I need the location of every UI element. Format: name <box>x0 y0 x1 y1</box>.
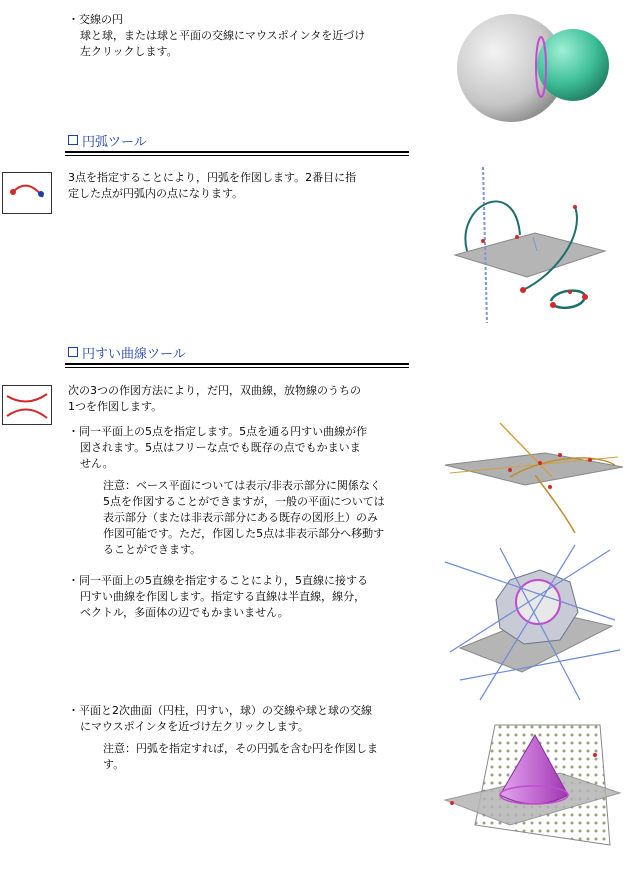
conic-icon-graphic <box>3 386 51 424</box>
method1-note4: 作図可能です。ただ，作図した5点は非表示部分へ移動す <box>103 527 385 540</box>
conic-heading-rule <box>65 363 409 365</box>
bullet: ・ <box>68 704 79 717</box>
conic-tool-heading <box>68 343 186 362</box>
conic-heading-rule-thin <box>65 367 409 368</box>
cone-plane-intersection-figure <box>440 715 625 865</box>
heading-square-icon <box>68 135 78 145</box>
method3-note2: す。 <box>103 758 125 771</box>
sphere-intersection-figure <box>455 5 620 135</box>
method2-line3: ベクトル，多面体の辺でもかまいません。 <box>80 606 289 619</box>
conic-method3-note <box>103 741 378 773</box>
conic-intro-line1: 次の3つの作図方法により，だ円，双曲線，放物線のうちの <box>68 384 361 397</box>
arc-figure <box>445 165 620 325</box>
method2-line2: 円すい曲線を作図します。指定する直線は半直線，線分， <box>80 590 366 603</box>
method3-line1: 平面と2次曲面（円柱，円すい，球）の交線や球と球の交線 <box>79 704 372 717</box>
conic-tool-icon[interactable] <box>2 385 52 425</box>
method1-note2: 5点を作図することができますが，一般の平面については <box>103 495 385 508</box>
conic-tool-intro <box>68 383 361 415</box>
method1-note3: 表示部分（または非表示部分にある既存の図形上）のみ <box>103 511 378 524</box>
intersection-circle-title: 交線の円 <box>79 13 123 26</box>
five-point-conic-figure <box>440 415 625 535</box>
method3-note1: 注意：円弧を指定すれば，その円弧を含む円を作図しま <box>103 742 378 755</box>
method1-line3: せん。 <box>80 457 114 470</box>
conic-method2 <box>68 573 368 621</box>
method2-line1: 同一平面上の5直線を指定することにより，5直線に接する <box>79 574 368 587</box>
heading-square-icon <box>68 347 78 357</box>
base-plane <box>455 233 605 277</box>
arc-tool-icon[interactable] <box>2 172 52 214</box>
conic-tool-heading-label: 円すい曲線ツール <box>82 347 186 362</box>
conic-method1-note <box>103 478 385 558</box>
arc-tool-line2: 定した点が円弧内の点になります。 <box>68 187 244 200</box>
vertical-axis <box>483 167 487 323</box>
method3-line2: にマウスポインタを近づけ左クリックします。 <box>80 720 309 733</box>
method1-line1: 同一平面上の5点を指定します。5点を通る円すい曲線が作 <box>79 425 368 438</box>
intersection-circle-text <box>68 12 365 60</box>
tangent-lines-conic-figure <box>440 540 625 705</box>
green-sphere <box>537 29 609 101</box>
intersection-circle-line1: 球と球，または球と平面の交線にマウスポインタを近づけ <box>80 29 366 42</box>
arc-tool-line1: 3点を指定することにより，円弧を作図します。2番目に指 <box>68 171 357 184</box>
hyperbola-branch-2 <box>535 475 575 533</box>
arc-tool-heading-label: 円弧ツール <box>82 135 147 150</box>
arc-heading-rule <box>65 151 409 153</box>
small-arc <box>551 291 585 308</box>
bullet: ・ <box>68 425 79 438</box>
bullet: ・ <box>68 574 79 587</box>
intersection-circle-line2: 左クリックします。 <box>80 45 178 58</box>
conic-method3 <box>68 703 372 735</box>
conic-method1 <box>68 424 367 472</box>
conic-intro-line2: 1つを作図します。 <box>68 400 163 413</box>
method1-note1: 注意：ベース平面については表示/非表示部分に関係なく <box>103 479 381 492</box>
bullet: ・ <box>68 13 79 26</box>
arc-tool-heading <box>68 131 147 150</box>
arc-tool-description <box>68 170 356 202</box>
arc-heading-rule-thin <box>65 155 409 156</box>
method1-note5: ることができます。 <box>103 543 202 556</box>
method1-line2: 図されます。5点はフリーな点でも既存の点でもかまいま <box>80 441 361 454</box>
arc-icon-graphic <box>3 173 51 213</box>
